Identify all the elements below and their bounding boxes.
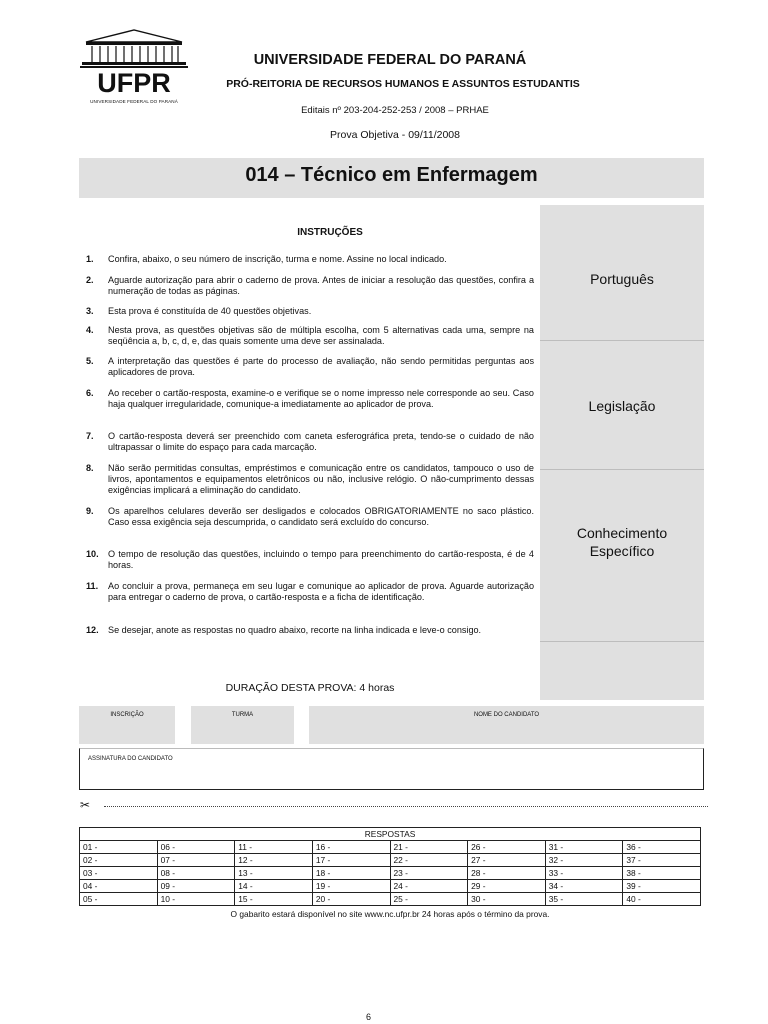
instruction-text: Não serão permitidas consultas, empréstimos e comunicação entre os candidatos, tampouco o uso de livros, apontamentos e equipamentos eletrônicos ou não, inclusive relógio. O não-cumprimento dessas exigências implicará a eliminação do candidato. [108,463,534,495]
instruction-number: 7. [86,431,94,441]
pro-reitoria: PRÓ-REITORIA DE RECURSOS HUMANOS E ASSUNTOS ESTUDANTIS [226,78,580,90]
answer-cell[interactable]: 25 - [390,893,468,906]
instruction-text: Confira, abaixo, o seu número de inscrição, turma e nome. Assine no local indicado. [108,254,447,264]
instruction-text: A interpretação das questões é parte do processo de avaliação, não sendo permitidas perguntas aos aplicadores de prova. [108,356,534,377]
ufpr-logo [78,28,190,104]
scissors-icon: ✂ [80,798,91,812]
exam-date: Prova Objetiva - 09/11/2008 [330,129,460,141]
answer-cell[interactable]: 30 - [468,893,546,906]
instruction-number: 9. [86,506,94,516]
answer-cell[interactable]: 12 - [235,854,313,867]
answer-cell[interactable]: 35 - [545,893,623,906]
instruction-number: 11. [86,581,99,591]
exam-duration: DURAÇÃO DESTA PROVA: 4 horas [225,682,395,694]
answer-cell[interactable]: 19 - [312,880,390,893]
edital-number: Editais nº 203-204-252-253 / 2008 – PRHAE [301,105,489,116]
instruction-text: Se desejar, anote as respostas no quadro abaixo, recorte na linha indicada e leve-o consigo. [108,625,482,635]
answer-cell[interactable]: 34 - [545,880,623,893]
answer-cell[interactable]: 09 - [157,880,235,893]
assinatura-field[interactable] [79,748,704,790]
instruction-number: 8. [86,463,94,473]
instruction-number: 2. [86,275,94,285]
instructions-title: INSTRUÇÕES [297,227,363,238]
instruction-number: 1. [86,254,94,264]
instruction-text: Ao receber o cartão-resposta, examine-o e verifique se o nome impresso nele corresponde ao seu. Caso haja qualquer irregularidade, comunique-a imediatamente ao aplicador de prova. [108,388,534,409]
instruction-text: Os aparelhos celulares deverão ser desligados e colocados OBRIGATORIAMENTE no saco plástico. Caso essa exigência seja descumprida, o candidato será excluído do concurso. [108,506,534,527]
subject-legislacao: Legislação [588,398,656,414]
answer-cell[interactable]: 32 - [545,854,623,867]
logo-subtext: UNIVERSIDADE FEDERAL DO PARANÁ [90,99,178,104]
answer-cell[interactable]: 06 - [157,841,235,854]
instruction-text: Nesta prova, as questões objetivas são de múltipla escolha, com 5 alternativas cada uma, sempre na seqüência a, b, c, d, e, das quais somente uma deve ser assinalada. [108,325,534,346]
answer-cell[interactable]: 39 - [623,880,701,893]
table-row [80,867,701,880]
answer-cell[interactable]: 04 - [80,880,158,893]
ufpr-building-icon [78,28,190,96]
answer-cell[interactable]: 21 - [390,841,468,854]
table-row [80,880,701,893]
table-header-row [80,828,701,841]
answer-cell[interactable]: 05 - [80,893,158,906]
assinatura-label: ASSINATURA DO CANDIDATO [88,756,173,762]
instruction-number: 6. [86,388,94,398]
instruction-text: O tempo de resolução das questões, incluindo o tempo para preenchimento do cartão-resposta, é de 4 horas. [108,549,534,570]
instruction-number: 12. [86,625,99,635]
instruction-number: 10. [86,549,99,559]
answer-cell[interactable]: 28 - [468,867,546,880]
answers-table [79,827,701,906]
answer-cell[interactable]: 29 - [468,880,546,893]
gabarito-note: O gabarito estará disponível no site www.nc.ufpr.br 24 horas após o término da prova. [230,909,550,919]
instruction-text: Ao concluir a prova, permaneça em seu lugar e comunique ao aplicador de prova. Aguarde autorização para entregar o caderno de prova, o cartão-resposta e a ficha de identificação. [108,581,534,602]
exam-title: 014 – Técnico em Enfermagem [245,164,538,186]
answer-cell[interactable]: 20 - [312,893,390,906]
instruction-text: Aguarde autorização para abrir o caderno de prova. Antes de iniciar a resolução das questões, confira a numeração de todas as páginas. [108,275,534,296]
answer-cell[interactable]: 23 - [390,867,468,880]
answer-cell[interactable]: 18 - [312,867,390,880]
panel-divider [540,469,704,470]
table-row [80,893,701,906]
answer-cell[interactable]: 17 - [312,854,390,867]
university-name: UNIVERSIDADE FEDERAL DO PARANÁ [253,52,527,68]
answer-cell[interactable]: 16 - [312,841,390,854]
answer-cell[interactable]: 11 - [235,841,313,854]
svg-text:UFPR: UFPR [97,68,171,96]
answer-cell[interactable]: 13 - [235,867,313,880]
answer-cell[interactable]: 15 - [235,893,313,906]
instruction-text: Esta prova é constituída de 40 questões objetivas. [108,306,312,316]
table-row [80,841,701,854]
answer-cell[interactable]: 02 - [80,854,158,867]
cut-line [104,806,708,807]
answer-cell[interactable]: 38 - [623,867,701,880]
subject-conhecimento-especifico: Conhecimento Específico [576,525,668,559]
answer-cell[interactable]: 01 - [80,841,158,854]
answer-cell[interactable]: 10 - [157,893,235,906]
instruction-number: 4. [86,325,94,335]
panel-divider [540,340,704,341]
instruction-number: 5. [86,356,94,366]
answer-cell[interactable]: 27 - [468,854,546,867]
answer-cell[interactable]: 08 - [157,867,235,880]
answer-cell[interactable]: 07 - [157,854,235,867]
answer-cell[interactable]: 03 - [80,867,158,880]
answer-cell[interactable]: 40 - [623,893,701,906]
answer-cell[interactable]: 22 - [390,854,468,867]
turma-label: TURMA [231,712,254,718]
answer-cell[interactable]: 37 - [623,854,701,867]
answer-cell[interactable]: 31 - [545,841,623,854]
answer-cell[interactable]: 36 - [623,841,701,854]
page-number: 6 [366,1012,372,1022]
instruction-number: 3. [86,306,94,316]
subject-portugues: Português [590,271,654,287]
instruction-text: O cartão-resposta deverá ser preenchido com caneta esferográfica preta, tendo-se o cuidado de não ultrapassar o limite do espaço para cada marcação. [108,431,534,452]
panel-divider [540,641,704,642]
answer-cell[interactable]: 24 - [390,880,468,893]
answer-cell[interactable]: 26 - [468,841,546,854]
inscricao-label: INSCRIÇÃO [110,712,144,718]
answer-cell[interactable]: 14 - [235,880,313,893]
answer-cell[interactable]: 33 - [545,867,623,880]
nome-label: NOME DO CANDIDATO [473,712,540,718]
answers-header: RESPOSTAS [80,828,701,841]
table-row [80,854,701,867]
